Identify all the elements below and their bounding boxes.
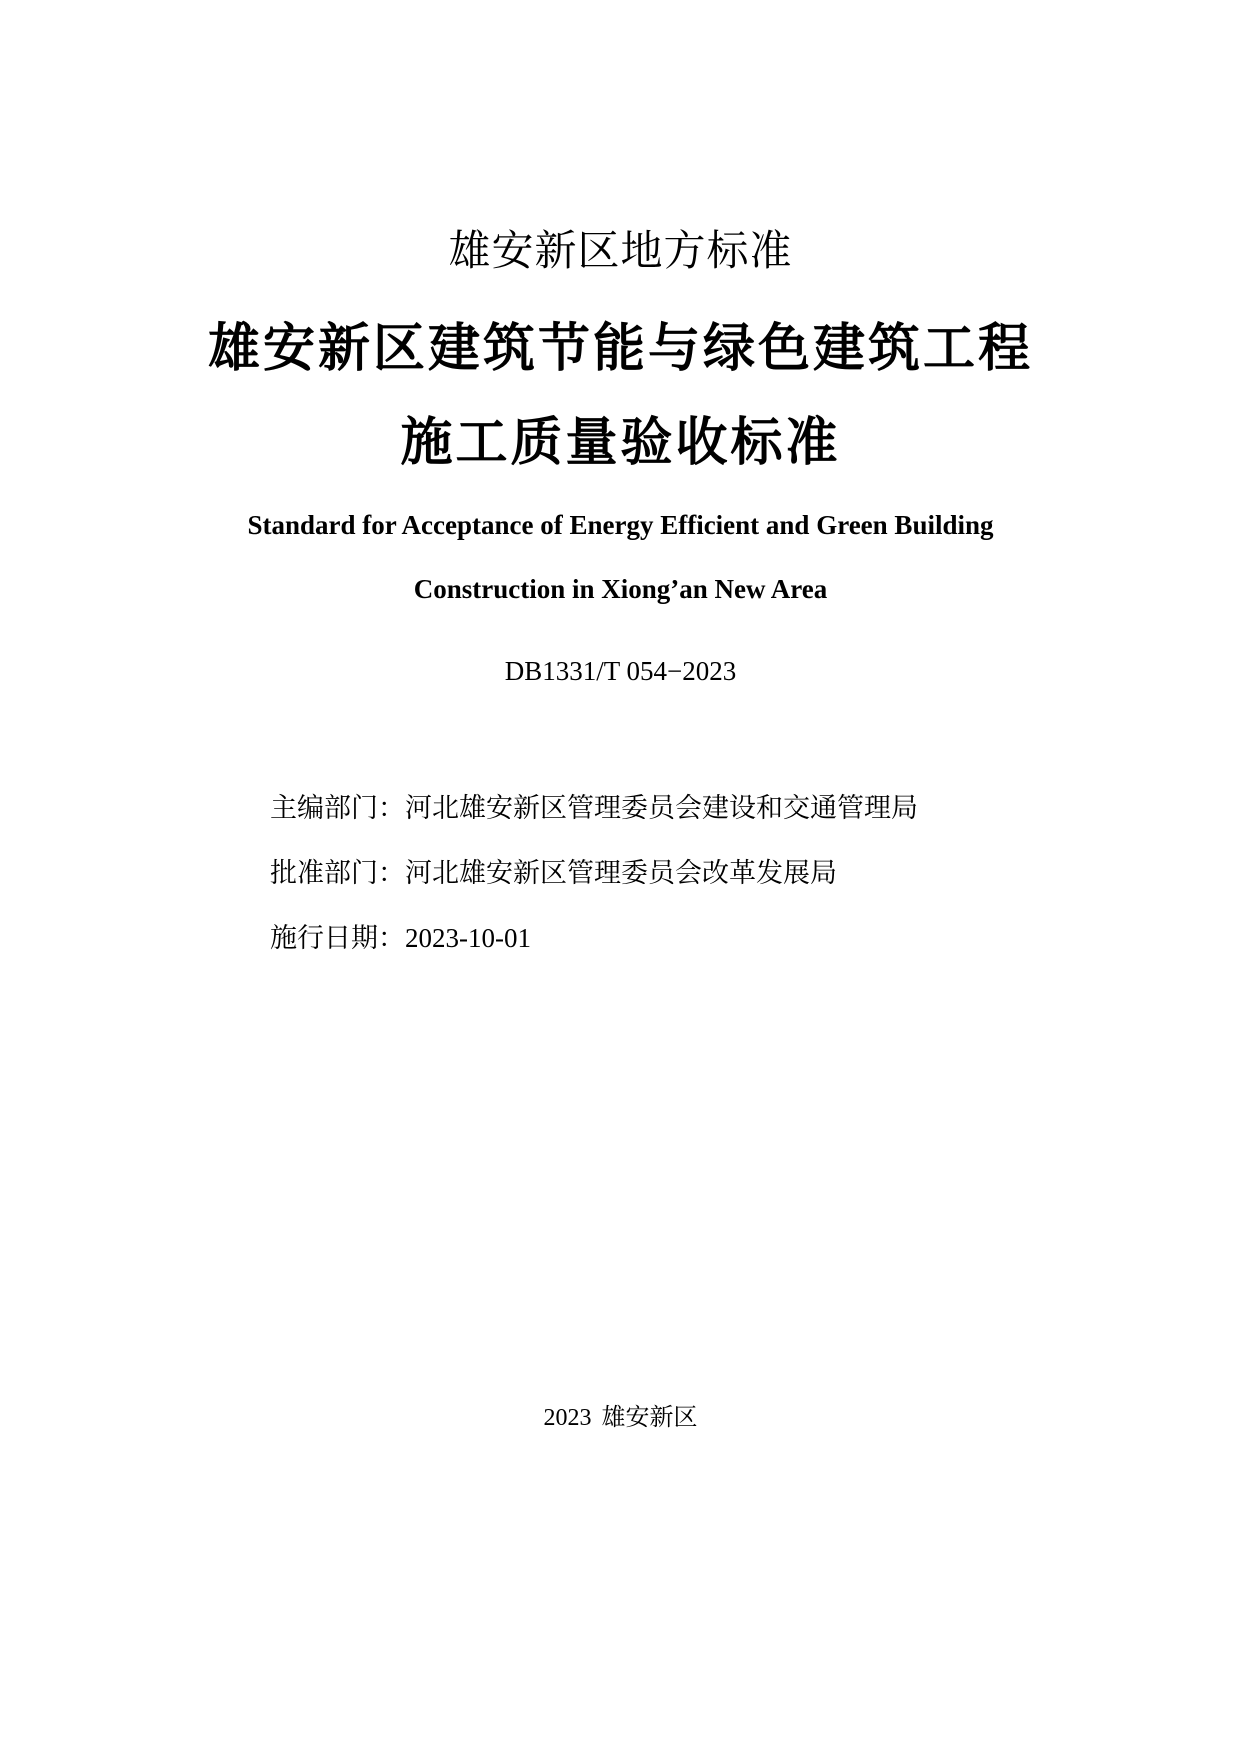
info-value: 2023-10-01 — [405, 923, 531, 953]
effective-date — [270, 916, 531, 955]
approval-department — [270, 851, 837, 890]
standard-series-label: 雄安新区地方标准 — [448, 226, 793, 275]
info-label: 批准部门： — [270, 858, 405, 889]
info-label: 施行日期： — [270, 923, 405, 954]
footer-year: 2023 — [543, 1405, 592, 1431]
document-title-line-2: 施工质量验收标准 — [400, 413, 841, 473]
english-title-line-2: Construction in Xiong’an New Area — [413, 574, 828, 604]
document-title-line-1: 雄安新区建筑节能与绿色建筑工程 — [207, 319, 1033, 379]
standard-code: DB1331/T 054−2023 — [504, 656, 737, 686]
english-title-line-1: Standard for Acceptance of Energy Efficient and Green Building — [247, 510, 994, 540]
info-value: 河北雄安新区管理委员会建设和交通管理局 — [405, 793, 918, 824]
info-label: 主编部门： — [270, 793, 405, 824]
info-value: 河北雄安新区管理委员会改革发展局 — [405, 858, 837, 889]
chief-editor-department — [270, 786, 918, 825]
footer-place: 雄安新区 — [601, 1403, 698, 1431]
cover-footer — [0, 1397, 1241, 1432]
